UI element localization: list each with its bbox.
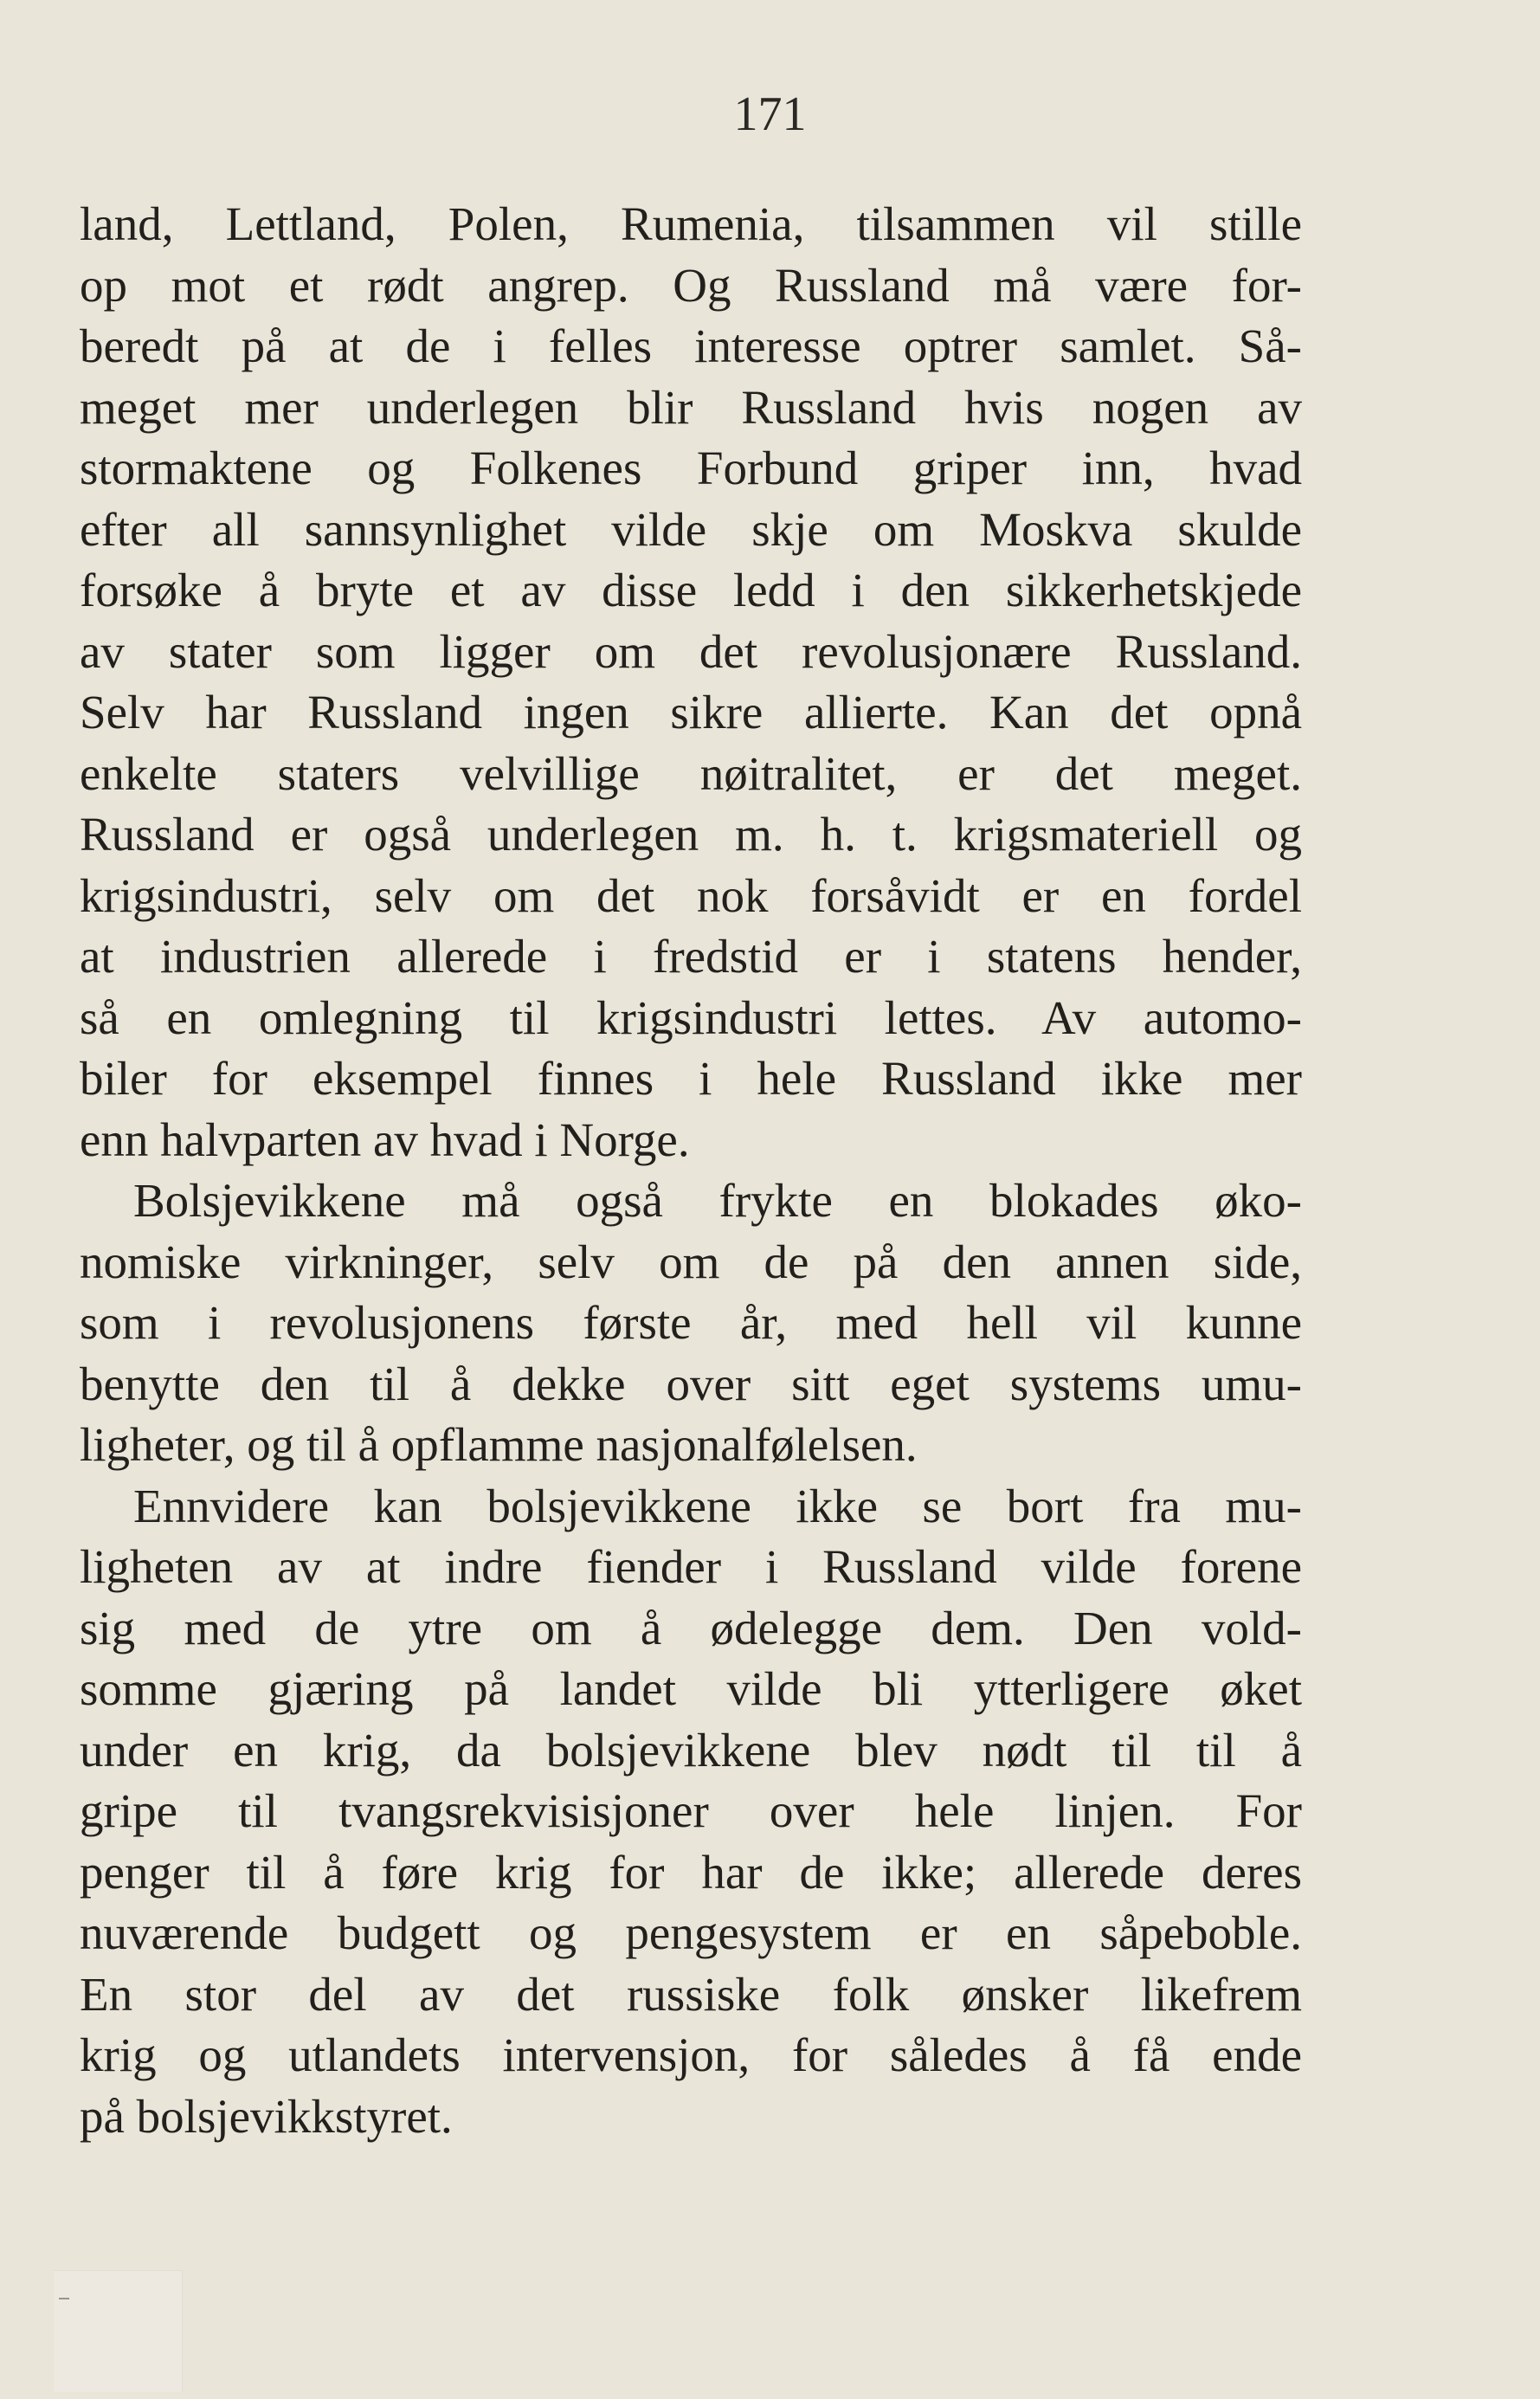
text-line: gripe til tvangsrekvisisjoner over hele linjen. For [80,1784,1302,1837]
text-line: ligheter, og til å opflamme nasjonalfølelsen. [80,1418,918,1471]
text-line: Russland er også underlegen m. h. t. krigsmateriell og [80,808,1302,861]
body-text [80,194,1302,2147]
text-line: op mot et rødt angrep. Og Russland må være for- [80,258,1302,312]
text-line: land, Lettland, Polen, Rumenia, tilsammen vil stille [80,197,1302,250]
text-line: krig og utlandets intervensjon, for således å få ende [80,2028,1302,2081]
text-line: somme gjæring på landet vilde bli ytterligere øket [80,1662,1302,1715]
text-line: så en omlegning til krigsindustri lettes. Av automo- [80,990,1302,1044]
text-line: En stor del av det russiske folk ønsker likefrem [80,1967,1302,2021]
scan-dash-mark [59,2298,69,2299]
text-line: stormaktene og Folkenes Forbund griper inn, hvad [80,442,1302,494]
text-line: efter all sannsynlighet vilde skje om Moskva skulde [80,502,1302,556]
text-line: som i revolusjonens første år, med hell vil kunne [80,1296,1302,1349]
text-line: enn halvparten av hvad i Norge. [80,1112,690,1166]
text-line: sig med de ytre om å ødelegge dem. Den vold- [80,1601,1302,1654]
text-line: ligheten av at indre fiender i Russland vilde forene [80,1540,1302,1593]
text-line: beredt på at de i felles interesse optrer samlet. Så- [80,319,1302,372]
text-line: meget mer underlegen blir Russland hvis nogen av [80,380,1302,434]
text-line: penger til å føre krig for har de ikke; allerede deres [80,1845,1302,1899]
text-line: Bolsjevikkene må også frykte en blokades øko- [133,1174,1302,1227]
text-line: benytte den til å dekke over sitt eget systems umu- [80,1357,1302,1410]
page-number: 171 [733,87,807,141]
text-line: på bolsjevikkstyret. [80,2089,453,2143]
text-line: nuværende budgett og pengesystem er en såpeboble. [80,1906,1302,1959]
text-line: nomiske virkninger, selv om de på den annen side, [80,1235,1302,1288]
text-line: krigsindustri, selv om det nok forsåvidt er en fordel [80,868,1302,922]
text-line: Selv har Russland ingen sikre allierte. Kan det opnå [80,686,1302,738]
scan-corner-mark [54,2270,183,2392]
text-line: enkelte staters velvillige nøitralitet, er det meget. [80,746,1302,800]
text-line: forsøke å bryte et av disse ledd i den sikkerhetskjede [80,564,1302,616]
text-line: under en krig, da bolsjevikkene blev nødt til til å [80,1723,1302,1777]
text-line: av stater som ligger om det revolusjonære Russland. [80,624,1302,678]
text-line: at industrien allerede i fredstid er i statens hender, [80,930,1302,983]
text-line: biler for eksempel finnes i hele Russland ikke mer [80,1052,1302,1105]
text-line: Ennvidere kan bolsjevikkene ikke se bort fra mu- [133,1479,1302,1532]
